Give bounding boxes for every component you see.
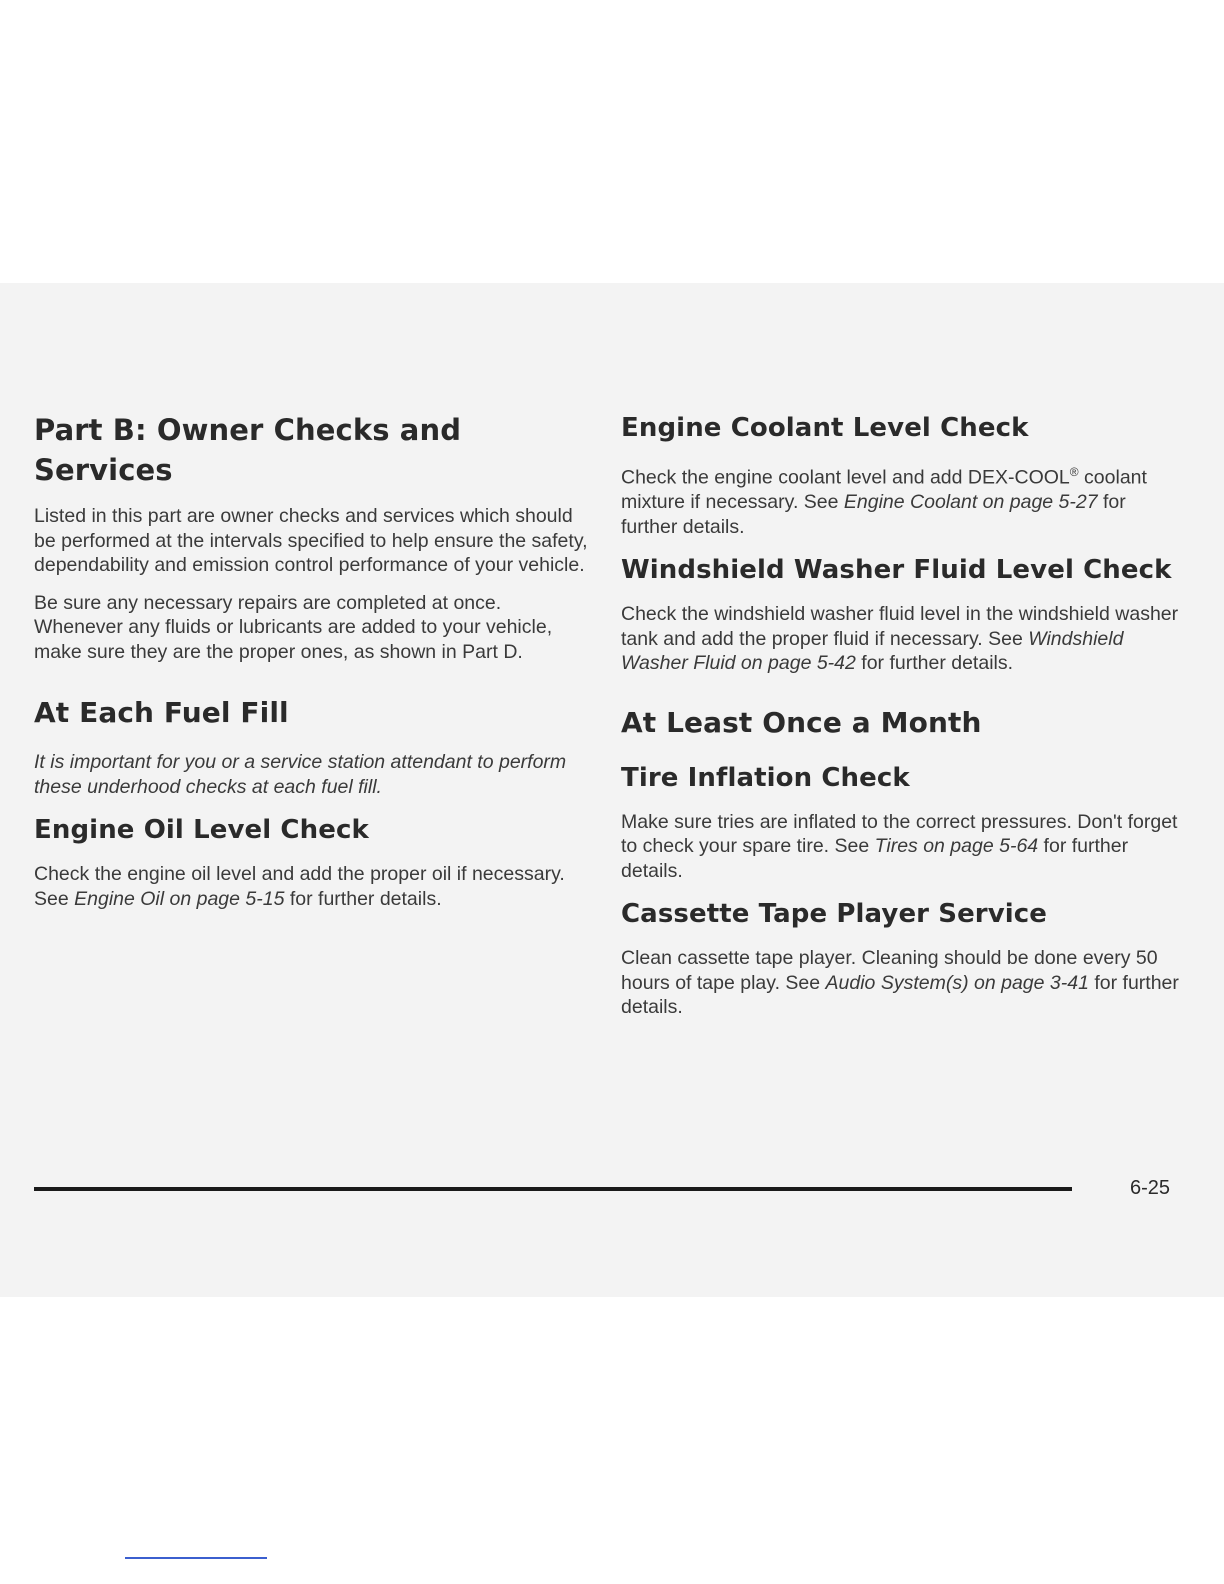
cassette-service-text: Clean cassette tape player. Cleaning should be done every 50 hours of tape play. See: [621, 947, 1158, 994]
fuel-fill-intro: It is important for you or a service station attendant to perform these underhood checks at each fuel fill.: [34, 751, 567, 798]
engine-oil-text-end: for further details.: [284, 887, 442, 910]
at-each-fuel-fill-heading: At Each Fuel Fill: [34, 696, 289, 729]
engine-coolant-text: Check the engine coolant level and add DEX-COOL: [621, 466, 1070, 489]
tire-inflation-reference: Tires on page 5-64: [874, 835, 1039, 857]
washer-fluid-text: Check the windshield washer fluid level in the windshield washer tank and add the proper fluid if necessary. See: [621, 603, 1179, 650]
washer-fluid-heading: Windshield Washer Fluid Level Check: [621, 555, 1172, 585]
engine-coolant-text-mid: coolant mixture if necessary. See: [621, 466, 1147, 513]
cassette-service-reference: Audio System(s) on page 3-41: [825, 971, 1089, 994]
washer-fluid-reference: Windshield Washer Fluid on page 5-42: [621, 627, 1124, 674]
part-b-title: Part B: Owner Checks and Services: [34, 413, 462, 487]
engine-coolant-text-end: for further details.: [621, 491, 1126, 538]
page-number: 6-25: [1130, 1177, 1171, 1199]
engine-coolant-heading: Engine Coolant Level Check: [621, 413, 1029, 443]
washer-fluid-text-end: for further details.: [855, 652, 1014, 674]
tire-inflation-text-end: for further details.: [621, 835, 1129, 882]
part-b-paragraph-1: Listed in this part are owner checks and services which should be performed at the intervals specified to help ensure the safety, dependability and emission control performance of your vehicle.: [34, 505, 588, 576]
engine-oil-heading: Engine Oil Level Check: [34, 815, 369, 845]
engine-oil-paragraph: [34, 862, 594, 911]
tire-inflation-text: Make sure tries are inflated to the correct pressures. Don't forget to check your spare tire. See: [621, 810, 1178, 857]
bottom-link-underline[interactable]: [125, 1557, 267, 1559]
engine-coolant-paragraph: [621, 460, 1186, 539]
washer-fluid-paragraph: [621, 602, 1186, 676]
right-column: [621, 410, 1186, 1033]
engine-oil-text: Check the engine oil level and add the proper oil if necessary. See: [34, 863, 565, 910]
cassette-service-paragraph: [621, 946, 1186, 1020]
tire-inflation-heading: Tire Inflation Check: [621, 762, 910, 793]
footer-rule: [34, 1187, 1072, 1191]
left-column: [34, 410, 594, 924]
engine-coolant-reference: Engine Coolant on page 5-27: [843, 491, 1098, 513]
cassette-service-text-end: for further details.: [621, 971, 1179, 1018]
engine-oil-reference: Engine Oil on page 5-15: [74, 887, 285, 910]
registered-mark: ®: [1069, 465, 1079, 479]
part-b-paragraph-2: Be sure any necessary repairs are completed at once. Whenever any fluids or lubricants are added to your vehicle, make sure they are the proper ones, as shown in Part D.: [34, 591, 553, 663]
cassette-service-heading: Cassette Tape Player Service: [621, 899, 1048, 929]
tire-inflation-paragraph: [621, 810, 1186, 884]
once-a-month-heading: At Least Once a Month: [621, 705, 982, 739]
